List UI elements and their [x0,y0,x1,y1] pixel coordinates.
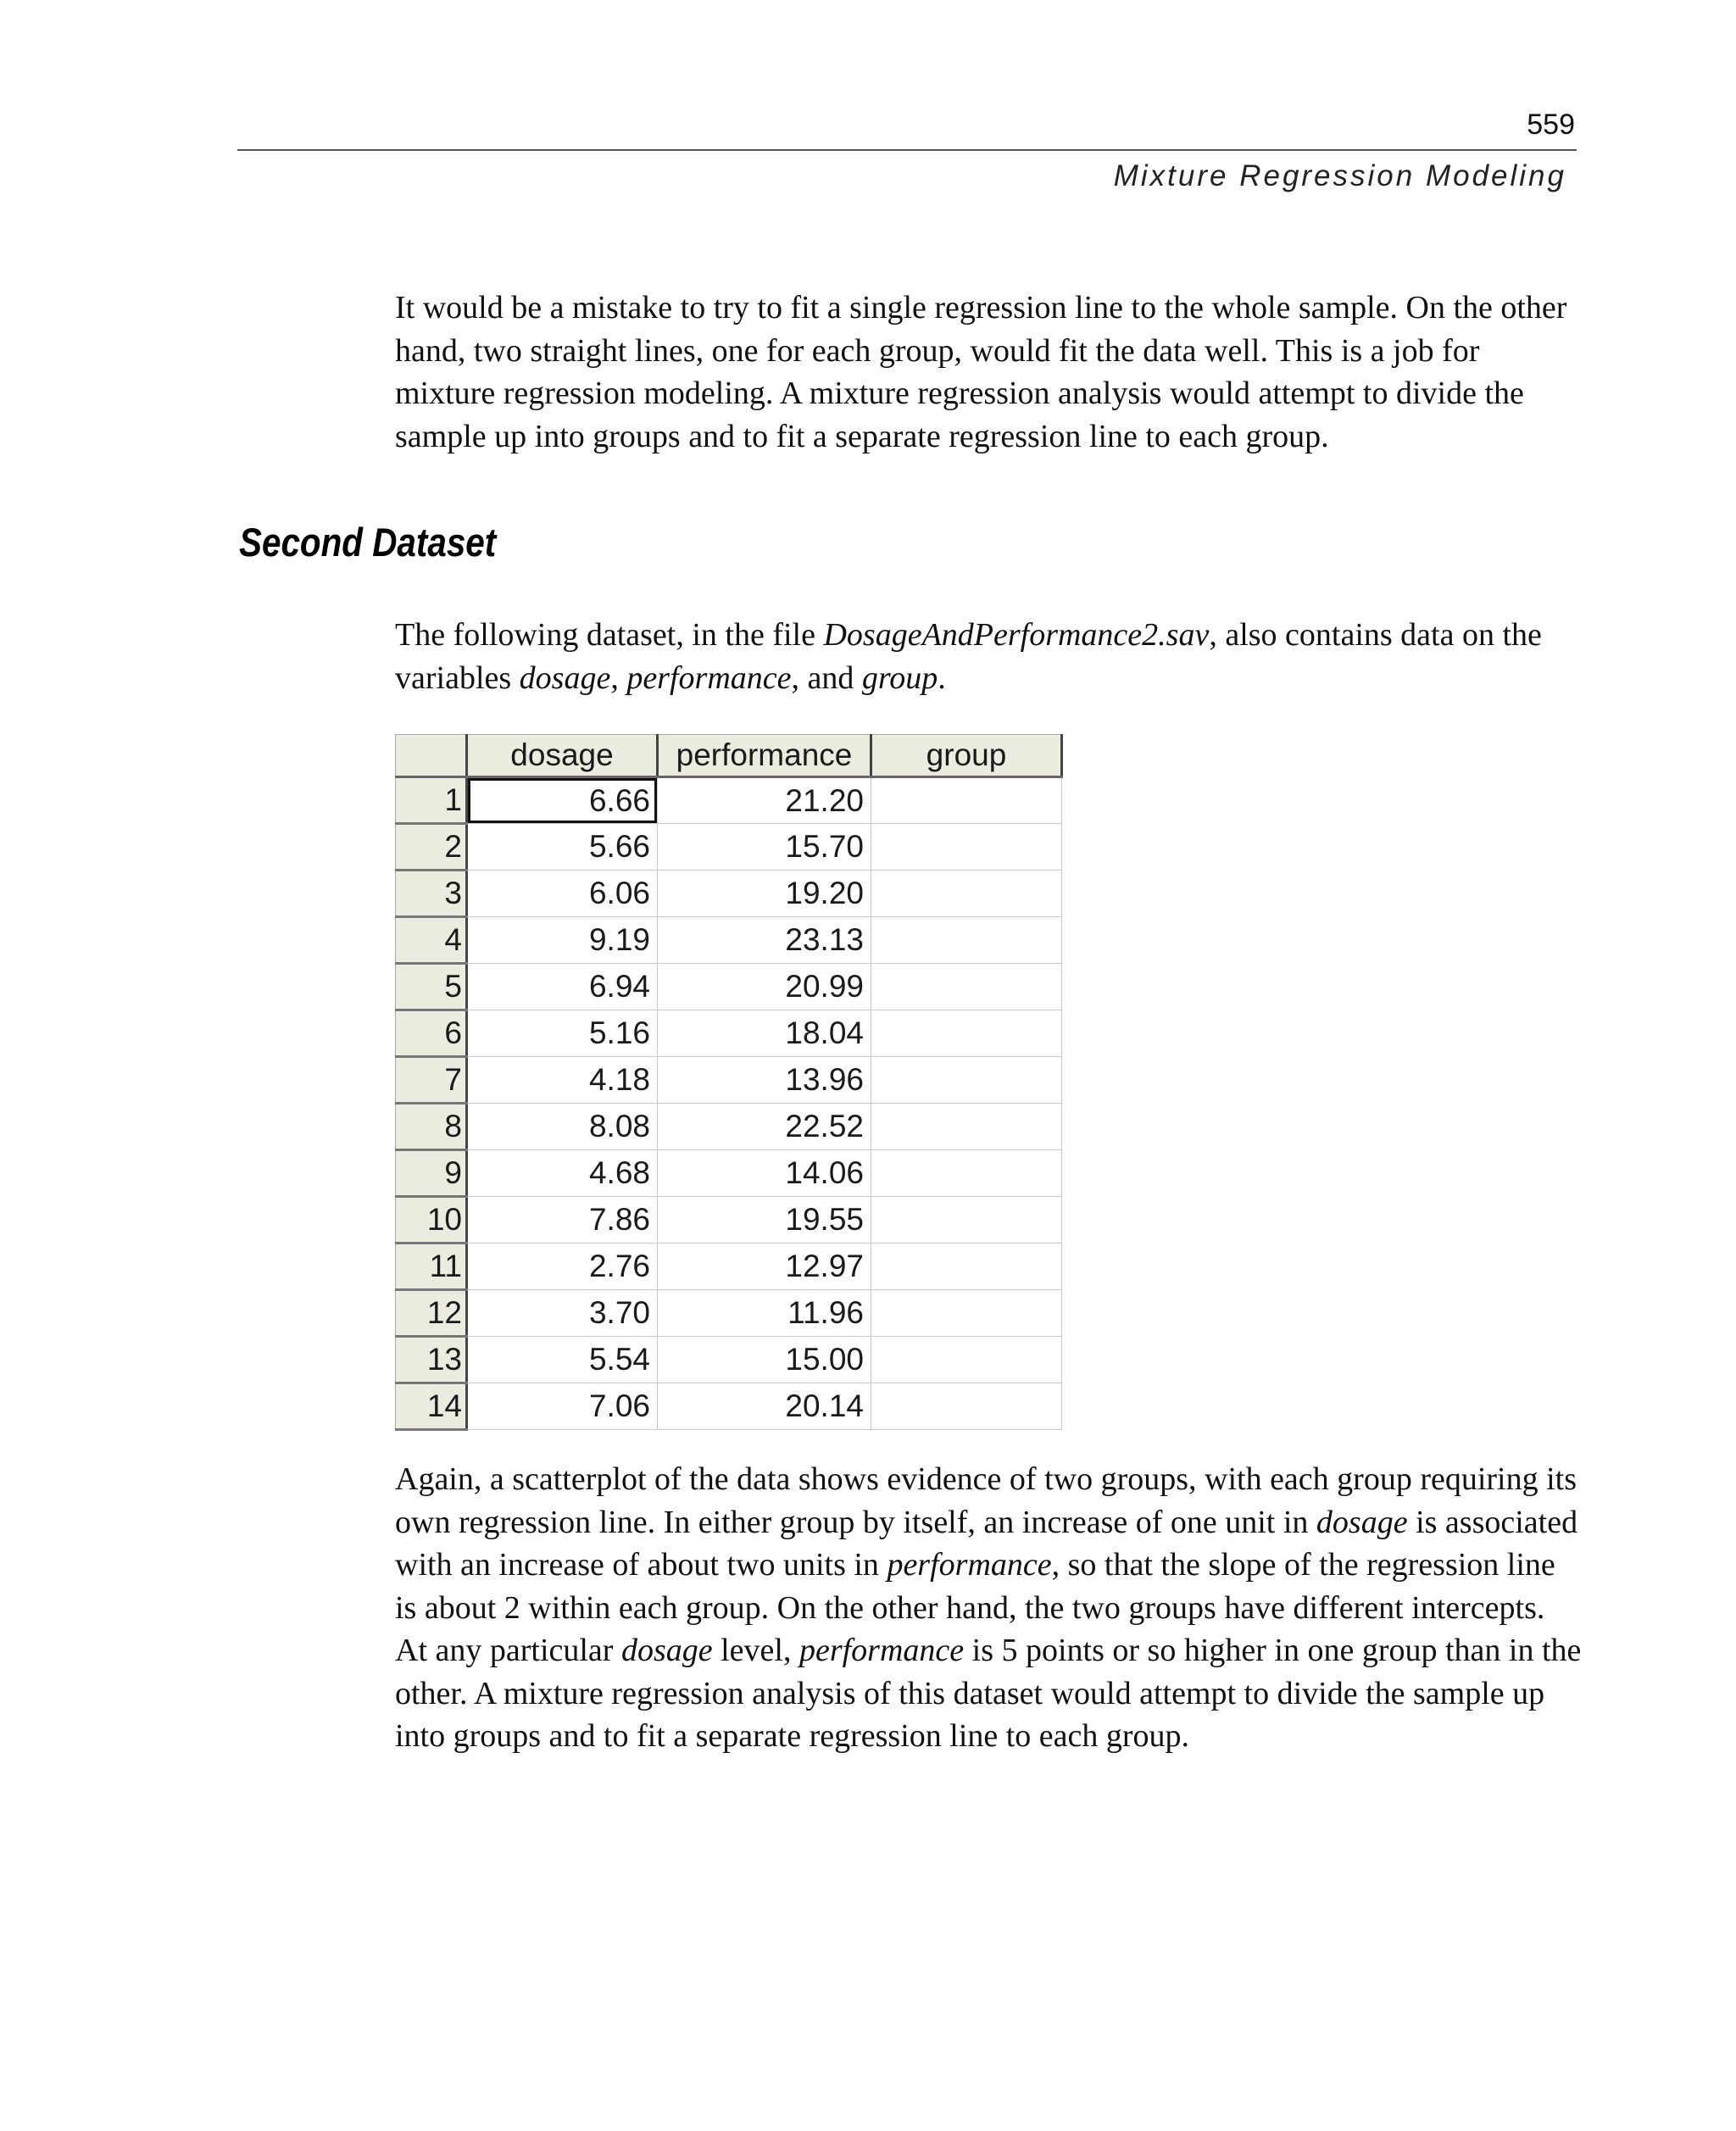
cell-performance[interactable]: 13.96 [658,1057,871,1104]
row-number[interactable]: 7 [396,1057,467,1104]
running-head: Mixture Regression Modeling [1113,159,1566,192]
text-segment: . [938,659,946,696]
variable-name: group [861,659,938,696]
cell-group[interactable] [871,1010,1062,1057]
cell-group[interactable] [871,824,1062,871]
variable-name: dosage [1316,1504,1408,1540]
cell-dosage[interactable]: 5.54 [467,1337,658,1383]
cell-group[interactable] [871,1290,1062,1337]
row-number[interactable]: 9 [396,1150,467,1197]
grid-row [396,1150,1062,1197]
cell-group[interactable] [871,1150,1062,1197]
page-number: 559 [1527,108,1575,141]
cell-group[interactable] [871,871,1062,917]
variable-name: performance [798,1633,965,1668]
row-number[interactable]: 11 [396,1244,467,1290]
text-segment: , so that the slope of the regression line is about 2 within each group. On the other hand, the two groups have different intercepts. At any particular [395,1547,1555,1668]
grid-corner-cell[interactable] [396,735,467,777]
row-number[interactable]: 5 [396,964,467,1010]
grid-row [396,777,1062,824]
text-segment: Again, a scatterplot of the data shows evidence of two groups, with each group requiring its own regression line. In either group by itself, an increase of one unit in [395,1461,1577,1540]
text-segment: is 5 points or so higher in one group than in the other. A mixture regression analysis of this dataset would attempt to divide the sample up into groups and to fit a separate regression line to each group. [395,1633,1582,1754]
cell-group[interactable] [871,1057,1062,1104]
cell-performance[interactable]: 19.20 [658,871,871,917]
row-number[interactable]: 4 [396,917,467,964]
cell-performance[interactable]: 21.20 [658,777,871,824]
row-number[interactable]: 6 [396,1010,467,1057]
cell-performance[interactable]: 18.04 [658,1010,871,1057]
cell-performance[interactable]: 11.96 [658,1290,871,1337]
cell-dosage[interactable]: 3.70 [467,1290,658,1337]
cell-performance[interactable]: 23.13 [658,917,871,964]
paragraph-intro: It would be a mistake to try to fit a single regression line to the whole sample. On the other hand, two straight lines, one for each group, would fit the data well. This is a job for mixture regression modeling. A mixture regression analysis would attempt to divide the sample up into groups and to fit a separate regression line to each group. [395,290,1567,454]
grid-row [396,1010,1062,1057]
row-number[interactable]: 2 [396,824,467,871]
cell-dosage[interactable]: 9.19 [467,917,658,964]
row-number[interactable]: 8 [396,1104,467,1150]
variable-name: performance [626,659,792,696]
paragraph-dataset-description [395,614,1582,699]
cell-dosage[interactable]: 7.06 [467,1383,658,1430]
grid-row [396,964,1062,1010]
grid-header-row [396,735,1062,777]
grid-row [396,1197,1062,1244]
cell-group[interactable] [871,1337,1062,1383]
section-heading: Second Dataset [239,520,497,565]
grid-row [396,1057,1062,1104]
variable-name: dosage [620,1633,713,1668]
cell-performance[interactable]: 20.14 [658,1383,871,1430]
grid-row [396,871,1062,917]
cell-performance[interactable]: 12.97 [658,1244,871,1290]
cell-group[interactable] [871,1197,1062,1244]
row-number[interactable]: 3 [396,871,467,917]
header-rule [237,149,1577,151]
cell-dosage[interactable]: 6.66 [467,777,658,824]
grid-row [396,824,1062,871]
cell-group[interactable] [871,1383,1062,1430]
grid-row [396,1383,1062,1430]
variable-name: performance [887,1547,1052,1583]
grid-row [396,1104,1062,1150]
cell-dosage[interactable]: 2.76 [467,1244,658,1290]
text-segment: is associated with an increase of about two units in [395,1504,1578,1583]
text-segment: level, [712,1633,799,1668]
row-number[interactable]: 12 [396,1290,467,1337]
cell-dosage[interactable]: 7.86 [467,1197,658,1244]
text-segment: , and [791,659,862,696]
row-number[interactable]: 1 [396,777,467,824]
column-header-performance[interactable]: performance [658,735,871,777]
row-number[interactable]: 14 [396,1383,467,1430]
cell-group[interactable] [871,917,1062,964]
cell-group[interactable] [871,964,1062,1010]
cell-group[interactable] [871,1244,1062,1290]
file-name: DosageAndPerformance2.sav [823,617,1210,653]
cell-dosage[interactable]: 8.08 [467,1104,658,1150]
cell-performance[interactable]: 22.52 [658,1104,871,1150]
cell-performance[interactable]: 15.70 [658,824,871,871]
grid-row [396,1337,1062,1383]
cell-dosage[interactable]: 4.68 [467,1150,658,1197]
row-number[interactable]: 13 [396,1337,467,1383]
cell-performance[interactable]: 14.06 [658,1150,871,1197]
cell-group[interactable] [871,1104,1062,1150]
cell-dosage[interactable]: 5.66 [467,824,658,871]
cell-dosage[interactable]: 6.94 [467,964,658,1010]
cell-group[interactable] [871,777,1062,824]
column-header-group[interactable]: group [871,735,1062,777]
cell-performance[interactable]: 20.99 [658,964,871,1010]
cell-dosage[interactable]: 4.18 [467,1057,658,1104]
variable-name: dosage [519,659,611,696]
cell-performance[interactable]: 19.55 [658,1197,871,1244]
text-segment: , [610,659,627,696]
row-number[interactable]: 10 [396,1197,467,1244]
data-grid [395,734,1063,1431]
grid-row [396,1244,1062,1290]
paragraph-analysis [395,1458,1582,1758]
grid-row [396,1290,1062,1337]
text-segment: The following dataset, in the file [395,617,824,653]
grid-background [1060,731,1736,1443]
cell-dosage[interactable]: 6.06 [467,871,658,917]
grid-row [396,917,1062,964]
text-segment: , also contains data on the variables [395,617,1542,696]
cell-dosage[interactable]: 5.16 [467,1010,658,1057]
column-header-dosage[interactable]: dosage [467,735,658,777]
cell-performance[interactable]: 15.00 [658,1337,871,1383]
